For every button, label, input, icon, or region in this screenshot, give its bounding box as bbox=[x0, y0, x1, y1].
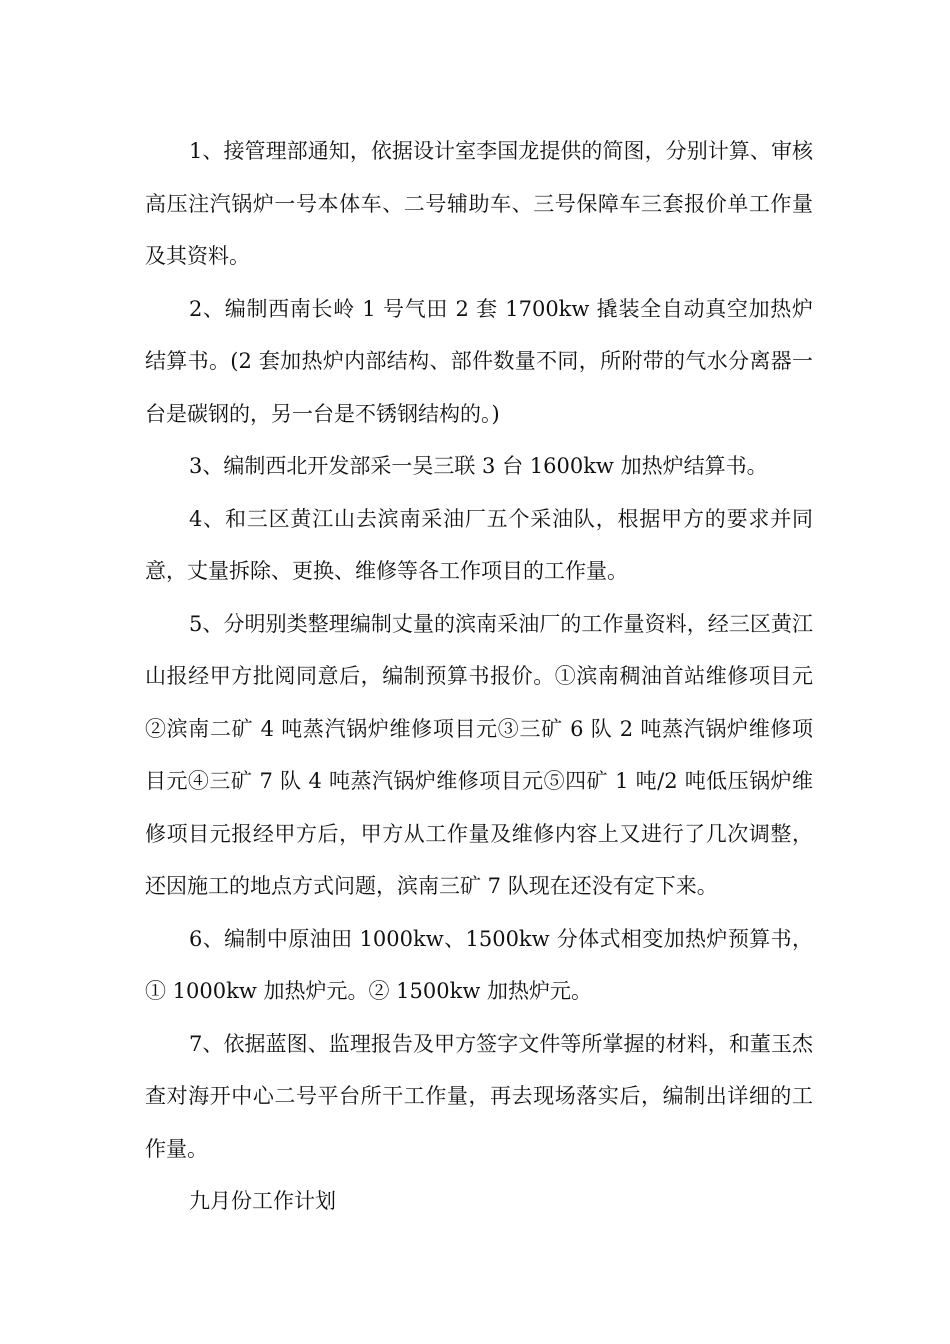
paragraph-4: 4、和三区黄江山去滨南采油厂五个采油队，根据甲方的要求并同意，丈量拆除、更换、维修等各工作项目的工作量。 bbox=[145, 506, 813, 583]
paragraph-2: 2、编制西南长岭 1 号气田 2 套 1700kw 撬装全自动真空加热炉结算书。(2 套加热炉内部结构、部件数量不同，所附带的气水分离器一台是碳钢的，另一台是不锈钢结构的。) bbox=[145, 296, 813, 426]
section-heading: 九月份工作计划 bbox=[189, 1189, 336, 1213]
paragraph-3: 3、编制西北开发部采一吴三联 3 台 1600kw 加热炉结算书。 bbox=[189, 454, 768, 478]
document-page bbox=[145, 125, 813, 1228]
paragraph-5: 5、分明别类整理编制丈量的滨南采油厂的工作量资料，经三区黄江山报经甲方批阅同意后，编制预算书报价。①滨南稠油首站维修项目元②滨南二矿 4 吨蒸汽锅炉维修项目元③三矿 6 队 2 吨蒸汽锅炉维修项目元④三矿 7 队 4 吨蒸汽锅炉维修项目元⑤四矿 1 吨/2 吨低压锅炉维修项目元报经甲方后，甲方从工作量及维修内容上又进行了几次调整，还因施工的地点方式问题，滨南三矿 7 队现在还没有定下来。 bbox=[145, 611, 813, 898]
paragraph-7: 7、依据蓝图、监理报告及甲方签字文件等所掌握的材料，和董玉杰查对海开中心二号平台所干工作量，再去现场落实后，编制出详细的工作量。 bbox=[145, 1031, 813, 1161]
paragraph-6: 6、编制中原油田 1000kw、1500kw 分体式相变加热炉预算书，① 1000kw 加热炉元。② 1500kw 加热炉元。 bbox=[145, 926, 813, 1003]
paragraph-1: 1、接管理部通知，依据设计室李国龙提供的简图，分别计算、审核高压注汽锅炉一号本体车、二号辅助车、三号保障车三套报价单工作量及其资料。 bbox=[145, 139, 813, 268]
